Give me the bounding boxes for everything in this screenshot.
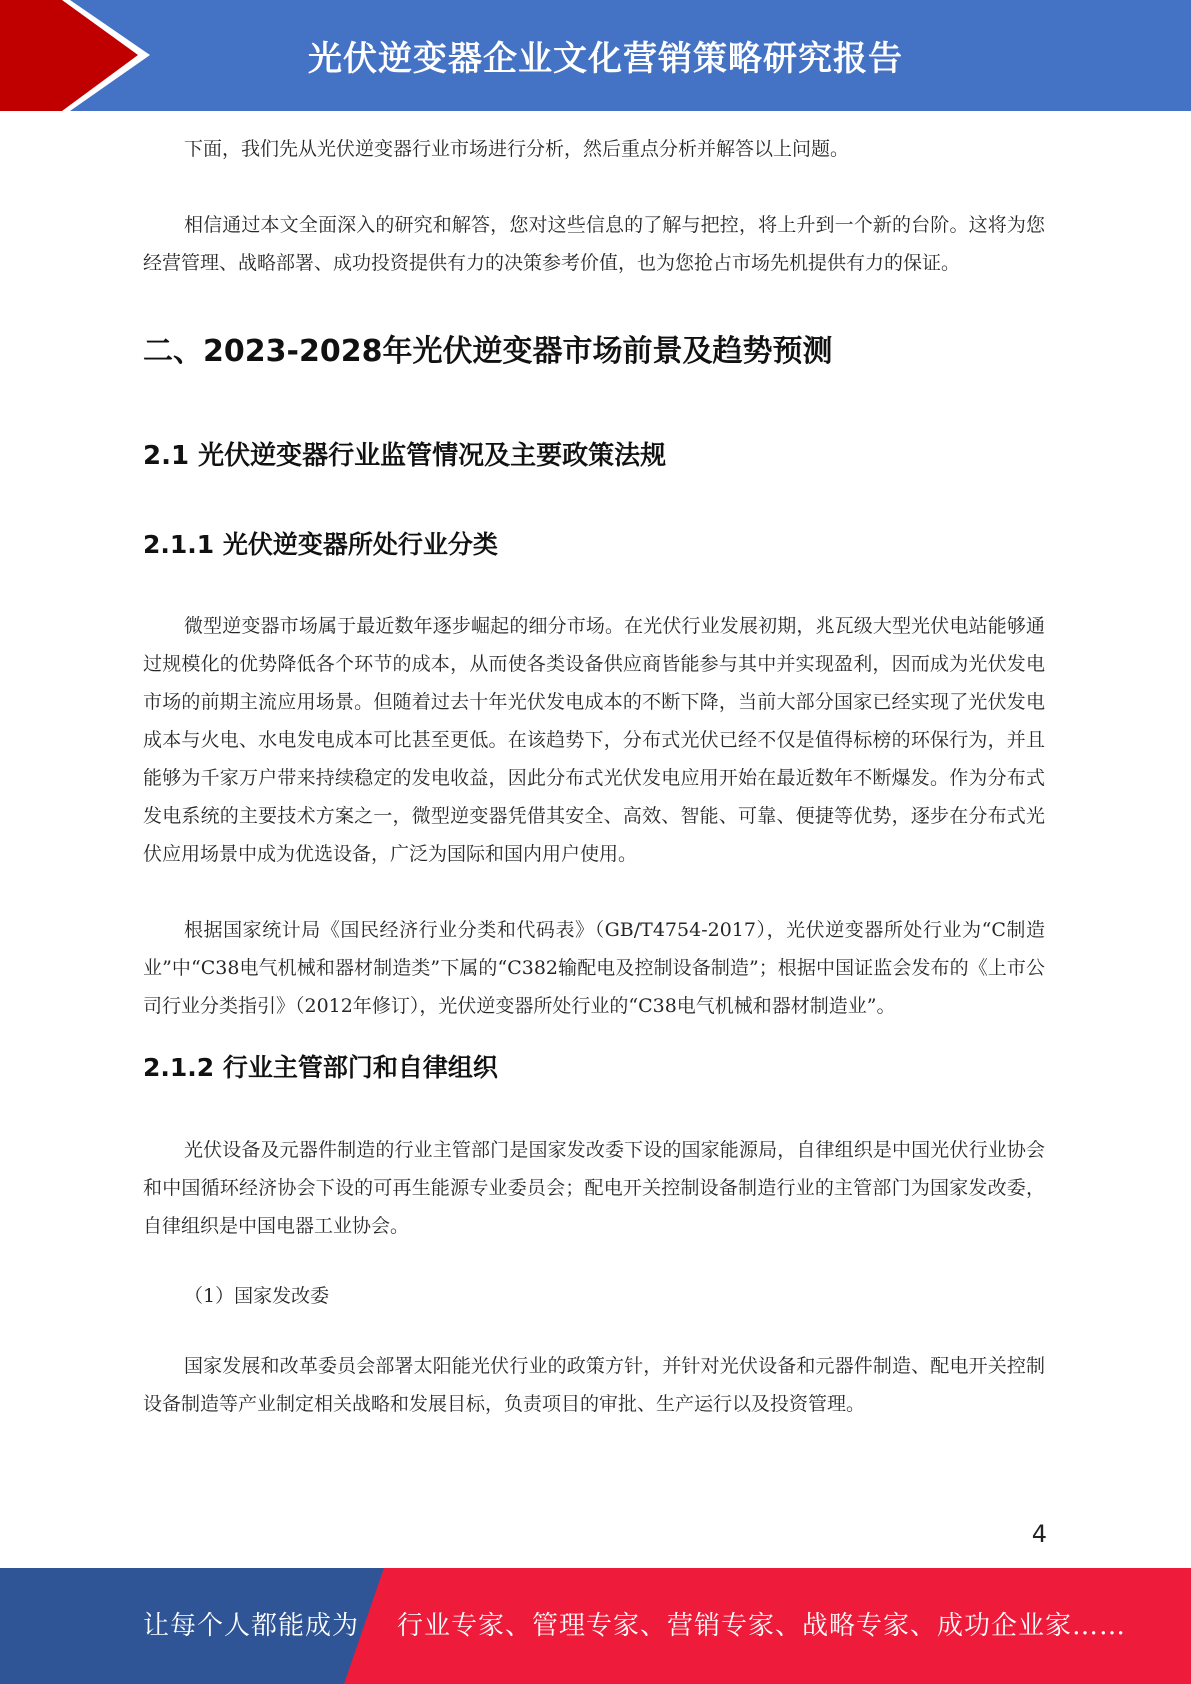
subsection-heading-2-1-1: 2.1.1 光伏逆变器所处行业分类 <box>143 530 498 559</box>
paragraph-regulators: 光伏设备及元器件制造的行业主管部门是国家发改委下设的国家能源局，自律组织是中国光伏行业协会和中国循环经济协会下设的可再生能源专业委员会；配电开关控制设备制造行业的主管部门为国家发改委，自律组织是中国电器工业协会。 <box>143 1139 1045 1237</box>
page-content <box>143 130 1045 1423</box>
page-number: 4 <box>1031 1520 1047 1548</box>
intro-paragraph: 下面，我们先从光伏逆变器行业市场进行分析，然后重点分析并解答以上问题。 <box>184 138 850 160</box>
list-item-ndrc: （1）国家发改委 <box>184 1285 330 1307</box>
footer-slogan-right: 行业专家、管理专家、营销专家、战略专家、成功企业家…… <box>397 1611 1127 1641</box>
paragraph-micro-inverter-market: 微型逆变器市场属于最近数年逐步崛起的细分市场。在光伏行业发展初期，兆瓦级大型光伏电站能够通过规模化的优势降低各个环节的成本，从而使各类设备供应商皆能参与其中并实现盈利，因而成为光伏发电市场的前期主流应用场景。但随着过去十年光伏发电成本的不断下降，当前大部分国家已经实现了光伏发电成本与火电、水电发电成本可比甚至更低。在该趋势下，分布式光伏已经不仅是值得标榜的环保行为，并且能够为千家万户带来持续稳定的发电收益，因此分布式光伏发电应用开始在最近数年不断爆发。作为分布式发电系统的主要技术方案之一，微型逆变器凭借其安全、高效、智能、可靠、便捷等优势，逐步在分布式光伏应用场景中成为优选设备，广泛为国际和国内用户使用。 <box>143 615 1045 865</box>
page-header <box>0 0 1191 111</box>
subsection-heading-2-1: 2.1 光伏逆变器行业监管情况及主要政策法规 <box>143 441 667 471</box>
page-footer <box>0 1568 1191 1684</box>
subsection-heading-2-1-2: 2.1.2 行业主管部门和自律组织 <box>143 1053 498 1082</box>
section-heading-2: 二、2023-2028年光伏逆变器市场前景及趋势预测 <box>143 334 833 369</box>
intro-paragraph-2: 相信通过本文全面深入的研究和解答，您对这些信息的了解与把控，将上升到一个新的台阶。这将为您经营管理、战略部署、成功投资提供有力的决策参考价值，也为您抢占市场先机提供有力的保证。 <box>143 214 1045 274</box>
report-title: 光伏逆变器企业文化营销策略研究报告 <box>308 39 903 79</box>
footer-slogan-left: 让每个人都能成为 <box>143 1611 360 1641</box>
paragraph-ndrc-role: 国家发展和改革委员会部署太阳能光伏行业的政策方针，并针对光伏设备和元器件制造、配电开关控制设备制造等产业制定相关战略和发展目标，负责项目的审批、生产运行以及投资管理。 <box>143 1355 1045 1415</box>
paragraph-industry-classification: 根据国家统计局《国民经济行业分类和代码表》（GB/T4754-2017），光伏逆变器所处行业为“C制造业”中“C38电气机械和器材制造类”下属的“C382输配电及控制设备制造”；根据中国证监会发布的《上市公司行业分类指引》（2012年修订），光伏逆变器所处行业的“C38电气机械和器材制造业”。 <box>143 919 1045 1017</box>
